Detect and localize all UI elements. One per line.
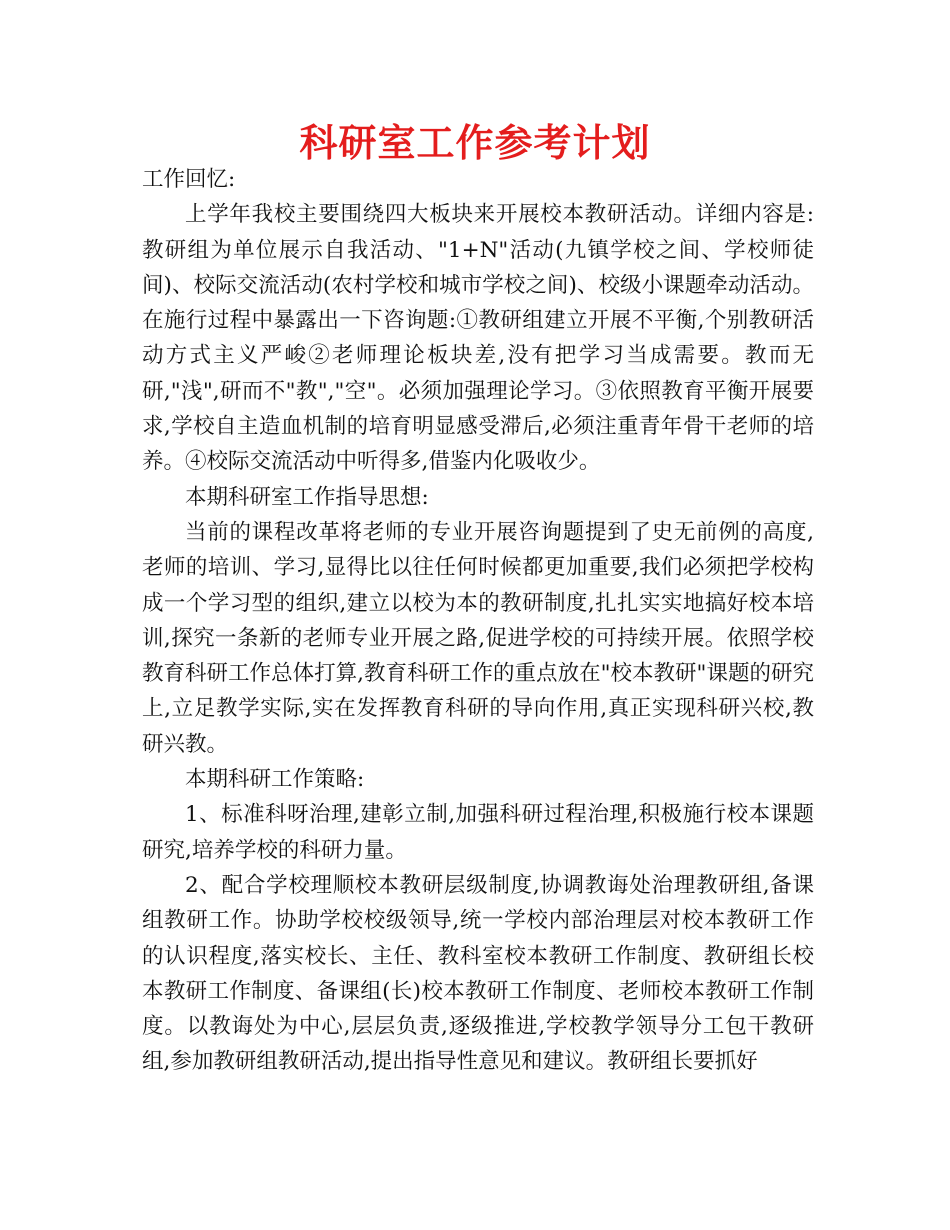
paragraph: 1、标准科呀治理,建彰立制,加强科研过程治理,积极施行校本课题研究,培养学校的科研力量。 [142,802,814,863]
document-title: 科研室工作参考计划 [299,120,651,165]
paragraph: 本期科研室工作指导思想: [185,484,429,510]
paragraph: 工作回忆: [142,167,236,192]
document-body [142,162,814,1080]
paragraph: 当前的课程改革将老师的专业开展咨询题提到了史无前例的高度,老师的培训、学习,显得比以往任何时候都更加重要,我们必须把学校构成一个学习型的组织,建立以校为本的教研制度,扎扎实实地搞好校本培训,探究一条新的老师专业开展之路,促进学校的可持续开展。依照学校教育科研工作总体打算,教育科研工作的重点放在"校本教研"课题的研究上,立足教学实际,实在发挥教育科研的导向作用,真正实现科研兴校,教研兴教。 [142,519,814,757]
paragraph: 2、配合学校理顺校本教研层级制度,协调教诲处治理教研组,备课组教研工作。协助学校校级领导,统一学校内部治理层对校本教研工作的认识程度,落实校长、主任、教科室校本教研工作制度、教研组长校本教研工作制度、备课组(长)校本教研工作制度、老师校本教研工作制度。以教诲处为中心,层层负责,逐级推进,学校教学领导分工包干教研组,参加教研组教研活动,提出指导性意见和建议。教研组长要抓好 [142,872,814,1075]
paragraph: 上学年我校主要围绕四大板块来开展校本教研活动。详细内容是:教研组为单位展示自我活动、"1+N"活动(九镇学校之间、学校师徒间)、校际交流活动(农村学校和城市学校之间)、校级小课题牵动活动。在施行过程中暴露出一下咨询题:①教研组建立开展不平衡,个别教研活动方式主义严峻②老师理论板块差,没有把学习当成需要。教而无研,"浅",研而不"教","空"。必须加强理论学习。③依照教育平衡开展要求,学校自主造血机制的培育明显感受滞后,必须注重青年骨干老师的培养。④校际交流活动中听得多,借鉴内化吸收少。 [142,202,814,475]
paragraph: 本期科研工作策略: [185,767,365,793]
